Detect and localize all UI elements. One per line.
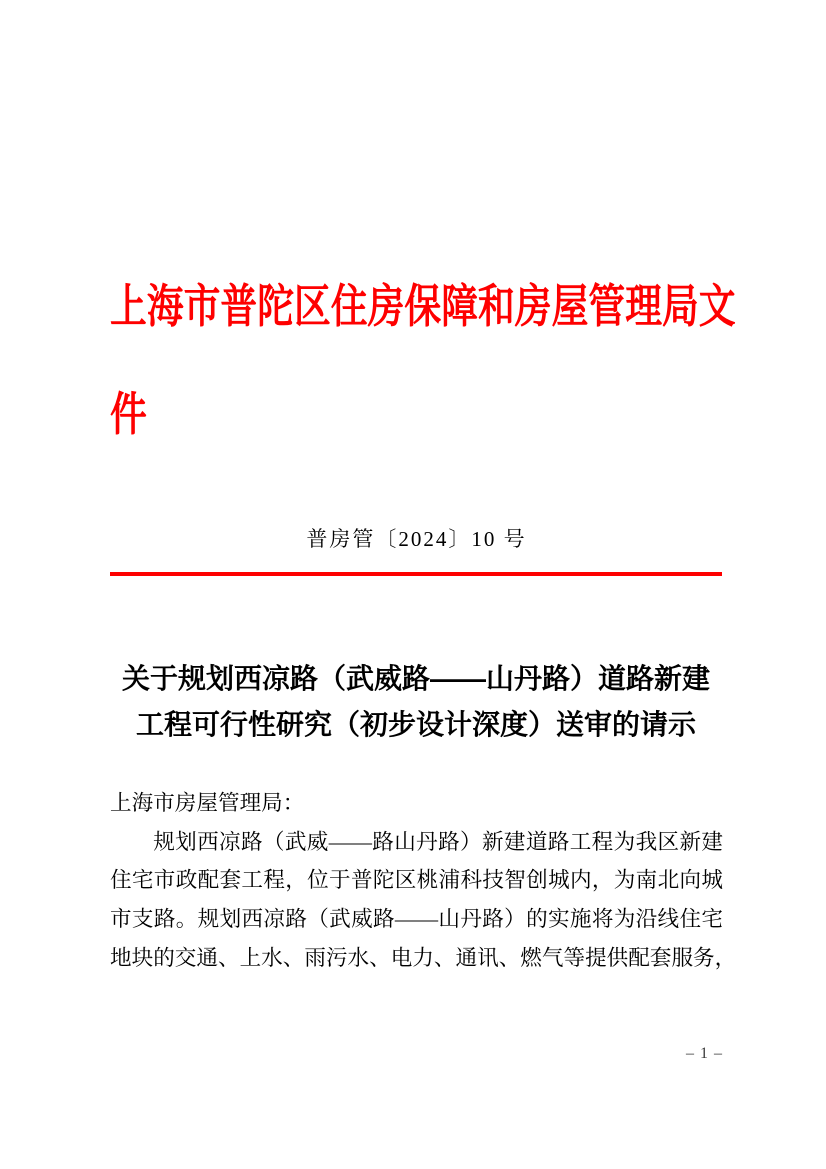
- document-title-line-2: 工程可行性研究（初步设计深度）送审的请示: [135, 709, 696, 740]
- document-title-line-1: 关于规划西凉路（武威路——山丹路）道路新建: [121, 663, 710, 694]
- letterhead-bureau-title: 上海市普陀区住房保障和房屋管理局文件: [110, 280, 736, 440]
- paragraph-line: 规划西凉路（武威——路山丹路）新建道路工程为我区新建: [153, 829, 723, 854]
- page-number: – 1 –: [686, 1045, 723, 1062]
- document-title: [106, 656, 726, 748]
- body-text: [110, 784, 737, 977]
- paragraph-line: 市支路。规划西凉路（武威路——山丹路）的实施将为沿线住宅: [110, 907, 723, 932]
- document-number: 普房管〔2024〕10 号: [306, 527, 527, 551]
- red-separator-line: [110, 572, 722, 576]
- paragraph-line: 地块的交通、上水、雨污水、电力、通讯、燃气等提供配套服务，: [110, 945, 737, 970]
- paragraph-line: 住宅市政配套工程，位于普陀区桃浦科技智创城内，为南北向城: [110, 868, 723, 893]
- salutation: 上海市房屋管理局：: [110, 791, 305, 815]
